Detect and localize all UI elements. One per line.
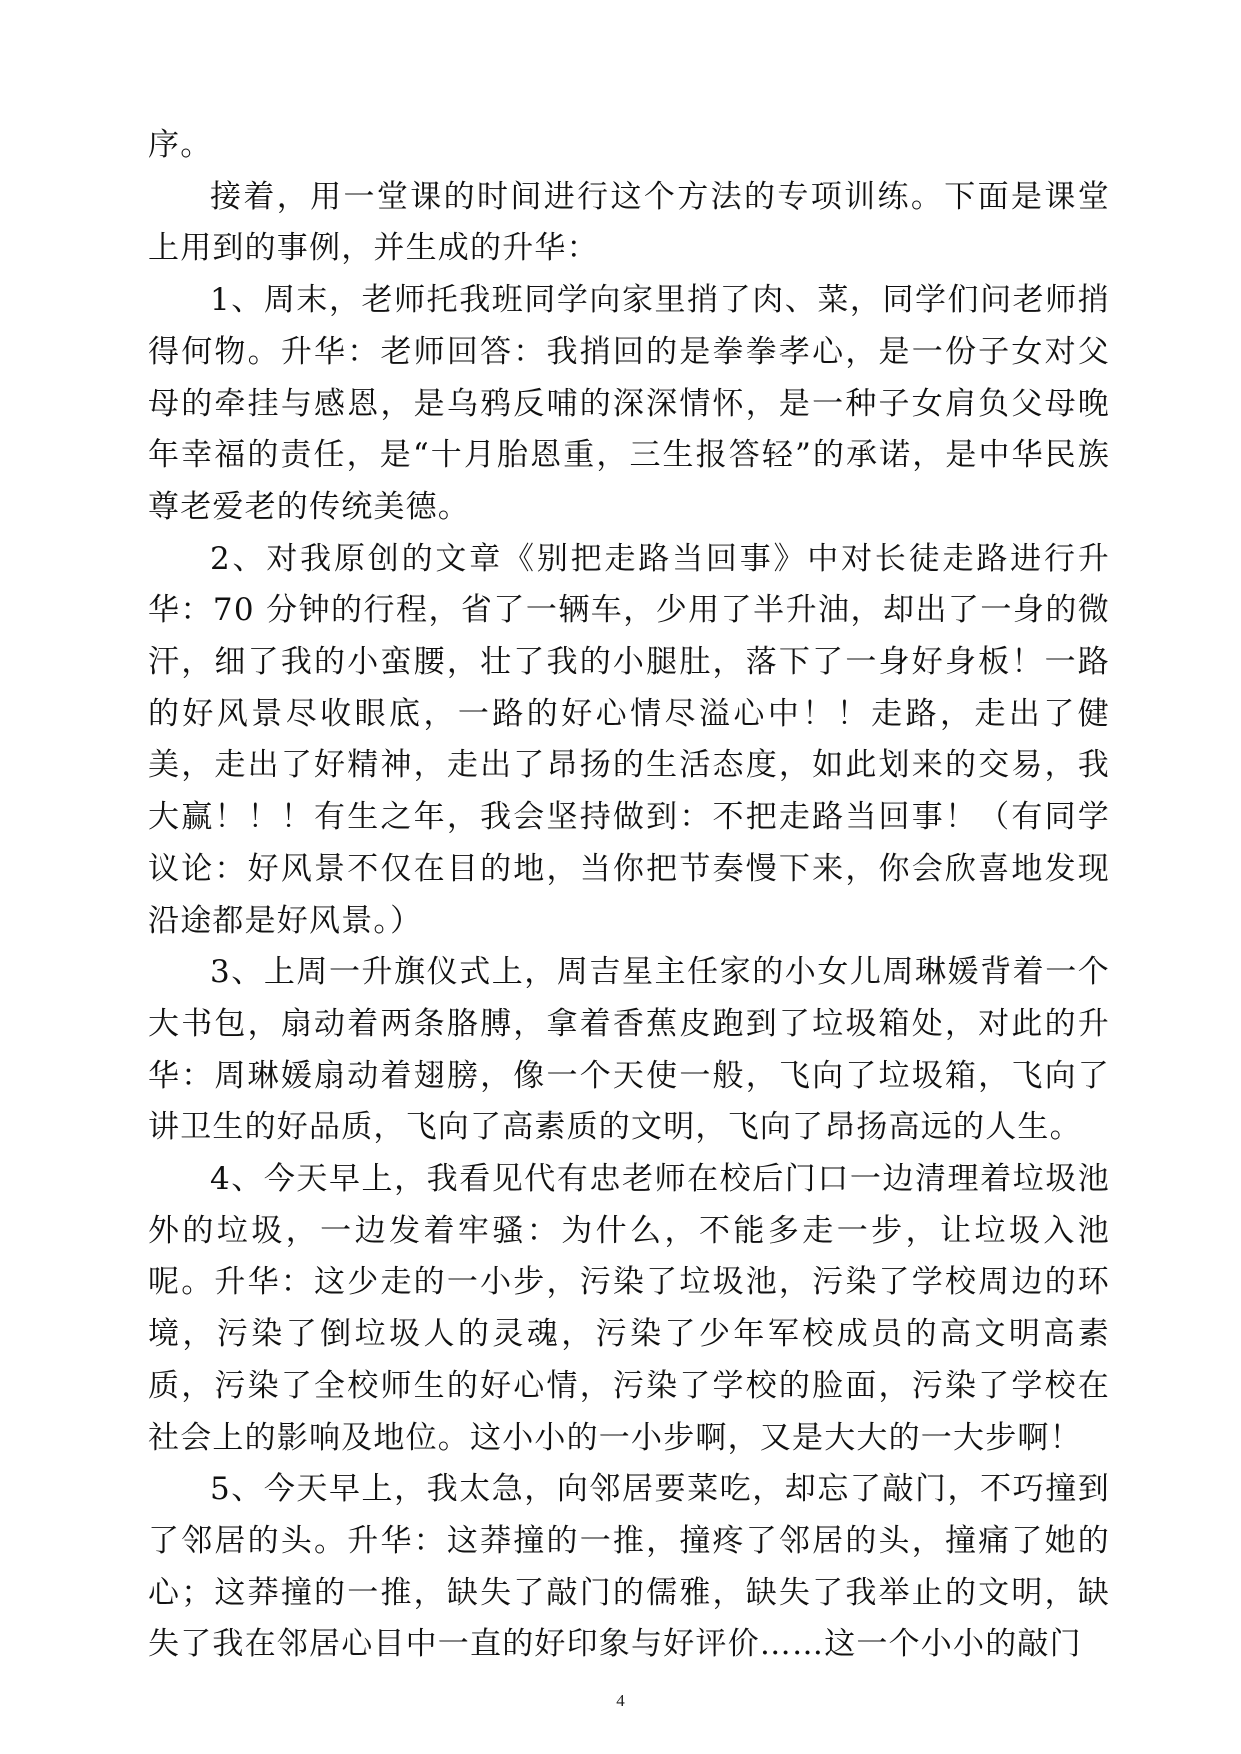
- paragraph-example-1: 1、周末，老师托我班同学向家里捎了肉、菜，同学们问老师捎得何物。升华：老师回答：我捎回的是拳拳孝心，是一份子女对父母的牵挂与感恩，是乌鸦反哺的深深情怀，是一种子女肩负父母晚年幸福的责任，是“十月胎恩重，三生报答轻”的承诺，是中华民族尊老爱老的传统美德。: [148, 282, 1110, 525]
- paragraph-example-4: 4、今天早上，我看见代有忠老师在校后门口一边清理着垃圾池外的垃圾，一边发着牢骚：为什么，不能多走一步，让垃圾入池呢。升华：这少走的一小步，污染了垃圾池，污染了学校周边的环境，污染了倒垃圾人的灵魂，污染了少年军校成员的高文明高素质，污染了全校师生的好心情，污染了学校的脸面，污染了学校在社会上的影响及地位。这小小的一小步啊，又是大大的一大步啊！: [148, 1161, 1110, 1456]
- paragraph-example-5: 5、今天早上，我太急，向邻居要菜吃，却忘了敲门，不巧撞到了邻居的头。升华：这莽撞的一推，撞疼了邻居的头，撞痛了她的心；这莽撞的一推，缺失了敲门的儒雅，缺失了我举止的文明，缺失了我在邻居心目中一直的好印象与好评价……这一个小小的敲门: [148, 1471, 1110, 1663]
- paragraph-continuation: 序。: [148, 127, 213, 163]
- paragraph-intro: 接着，用一堂课的时间进行这个方法的专项训练。下面是课堂上用到的事例，并生成的升华：: [148, 178, 1110, 267]
- paragraph-example-2: 2、对我原创的文章《别把走路当回事》中对长徒走路进行升华：70 分钟的行程，省了一辆车，少用了半升油，却出了一身的微汗，细了我的小蛮腰，壮了我的小腿肚，落下了一身好身板！一路的好风景尽收眼底，一路的好心情尽溢心中！！走路，走出了健美，走出了好精神，走出了昂扬的生活态度，如此划来的交易，我大赢！！！有生之年，我会坚持做到：不把走路当回事！（有同学议论：好风景不仅在目的地，当你把节奏慢下来，你会欣喜地发现沿途都是好风景。）: [148, 540, 1110, 939]
- document-body: [148, 120, 1110, 1671]
- page-number: 4: [616, 1691, 625, 1710]
- paragraph-example-3: 3、上周一升旗仪式上，周吉星主任家的小女儿周琳媛背着一个大书包，扇动着两条胳膊，拿着香蕉皮跑到了垃圾箱处，对此的升华：周琳媛扇动着翅膀，像一个天使一般，飞向了垃圾箱，飞向了讲卫生的好品质，飞向了高素质的文明，飞向了昂扬高远的人生。: [148, 954, 1110, 1146]
